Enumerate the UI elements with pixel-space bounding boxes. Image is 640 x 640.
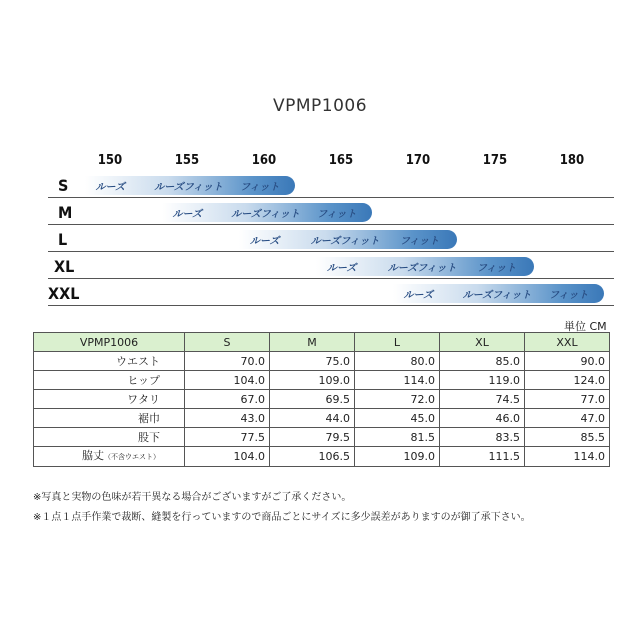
table-row — [34, 371, 610, 390]
fit-label-fit: フィット — [317, 209, 357, 220]
fit-label-loose-fit: ルーズフィット — [310, 236, 380, 247]
fit-row-size-label: M — [58, 203, 73, 222]
measurement-value: 81.5 — [355, 428, 440, 447]
table-row — [34, 390, 610, 409]
measurement-label — [34, 409, 185, 428]
measurement-name: ヒップ — [127, 373, 160, 387]
height-tick-label: 170 — [405, 153, 431, 168]
row-divider — [48, 251, 614, 252]
measurement-value: 124.0 — [525, 371, 610, 390]
measurement-value: 75.0 — [270, 352, 355, 371]
fit-range-bar — [239, 230, 457, 249]
row-divider — [48, 305, 614, 306]
measurement-value: 43.0 — [185, 409, 270, 428]
table-row — [34, 428, 610, 447]
measurement-value: 114.0 — [525, 447, 610, 467]
measurement-value: 109.0 — [355, 447, 440, 467]
table-row — [34, 352, 610, 371]
measurement-value: 80.0 — [355, 352, 440, 371]
measurement-label — [34, 428, 185, 447]
measurement-value: 45.0 — [355, 409, 440, 428]
measurement-value: 79.5 — [270, 428, 355, 447]
measurement-value: 70.0 — [185, 352, 270, 371]
measurement-value: 111.5 — [440, 447, 525, 467]
fit-row-size-label: XL — [54, 257, 75, 276]
note-color-disclaimer: ※写真と実物の色味が若干異なる場合がございますがご了承ください。 — [33, 492, 352, 503]
measurement-value: 46.0 — [440, 409, 525, 428]
measurement-name: ウエスト — [116, 354, 160, 368]
measurement-value: 83.5 — [440, 428, 525, 447]
height-tick-label: 180 — [559, 153, 585, 168]
height-tick-label: 175 — [482, 153, 508, 168]
table-header-size: M — [270, 333, 355, 352]
measurement-value: 119.0 — [440, 371, 525, 390]
measurement-value: 67.0 — [185, 390, 270, 409]
table-header-size: XL — [440, 333, 525, 352]
measurement-name: 股下 — [138, 430, 160, 444]
fit-label-fit: フィット — [476, 263, 517, 274]
table-header-row — [34, 333, 610, 352]
height-tick-label: 155 — [174, 153, 200, 168]
measurement-value: 69.5 — [270, 390, 355, 409]
measurement-label — [34, 371, 185, 390]
fit-range-bar — [85, 176, 295, 195]
fit-label-loose-fit: ルーズフィット — [462, 290, 532, 301]
measurement-label — [34, 352, 185, 371]
table-header-size: L — [355, 333, 440, 352]
fit-label-loose: ルーズ — [249, 236, 280, 247]
fit-row-size-label: L — [58, 230, 68, 249]
measurement-value: 90.0 — [525, 352, 610, 371]
measurement-label — [34, 390, 185, 409]
measurement-name: 裾巾 — [138, 411, 160, 425]
measurement-note: （不含ウエスト） — [104, 453, 160, 461]
fit-range-bar — [162, 203, 372, 222]
fit-label-loose-fit: ルーズフィット — [231, 209, 300, 220]
fit-label-fit: フィット — [549, 290, 589, 301]
fit-label-loose: ルーズ — [172, 209, 202, 220]
measurement-value: 44.0 — [270, 409, 355, 428]
fit-label-loose: ルーズ — [326, 263, 357, 274]
measurement-value: 77.0 — [525, 390, 610, 409]
fit-range-bar — [316, 257, 534, 276]
measurement-value: 77.5 — [185, 428, 270, 447]
fit-label-loose-fit: ルーズフィット — [154, 182, 223, 193]
row-divider — [48, 224, 614, 225]
measurement-name: 脇丈 — [82, 449, 104, 462]
note-size-tolerance: ※１点１点手作業で裁断、縫製を行っていますので商品ごとにサイズに多少誤差がありますのが御了承下さい。 — [33, 512, 531, 523]
table-header-size: XXL — [525, 333, 610, 352]
fit-range-bar — [393, 284, 604, 303]
measurement-value: 104.0 — [185, 447, 270, 467]
height-tick-label: 165 — [328, 153, 354, 168]
unit-label: 単位 CM — [564, 320, 607, 333]
table-header-size: S — [185, 333, 270, 352]
measurement-label — [34, 447, 185, 467]
height-tick-label: 150 — [97, 153, 123, 168]
page-title: VPMP1006 — [272, 96, 368, 116]
measurement-name: ワタリ — [127, 392, 160, 406]
size-table — [33, 332, 610, 467]
fit-row-size-label: S — [58, 176, 69, 195]
measurement-value: 114.0 — [355, 371, 440, 390]
measurement-value: 104.0 — [185, 371, 270, 390]
table-row — [34, 447, 610, 467]
fit-label-fit: フィット — [399, 236, 440, 247]
measurement-value: 72.0 — [355, 390, 440, 409]
measurement-value: 85.5 — [525, 428, 610, 447]
row-divider — [48, 197, 614, 198]
fit-label-loose-fit: ルーズフィット — [387, 263, 457, 274]
fit-label-loose: ルーズ — [95, 182, 125, 193]
fit-row-size-label: XXL — [48, 284, 80, 303]
table-header-model: VPMP1006 — [34, 333, 185, 352]
row-divider — [48, 278, 614, 279]
measurement-value: 47.0 — [525, 409, 610, 428]
table-row — [34, 409, 610, 428]
height-tick-label: 160 — [251, 153, 277, 168]
fit-label-fit: フィット — [240, 182, 280, 193]
measurement-value: 106.5 — [270, 447, 355, 467]
measurement-value: 85.0 — [440, 352, 525, 371]
measurement-value: 74.5 — [440, 390, 525, 409]
measurement-value: 109.0 — [270, 371, 355, 390]
fit-label-loose: ルーズ — [403, 290, 434, 301]
